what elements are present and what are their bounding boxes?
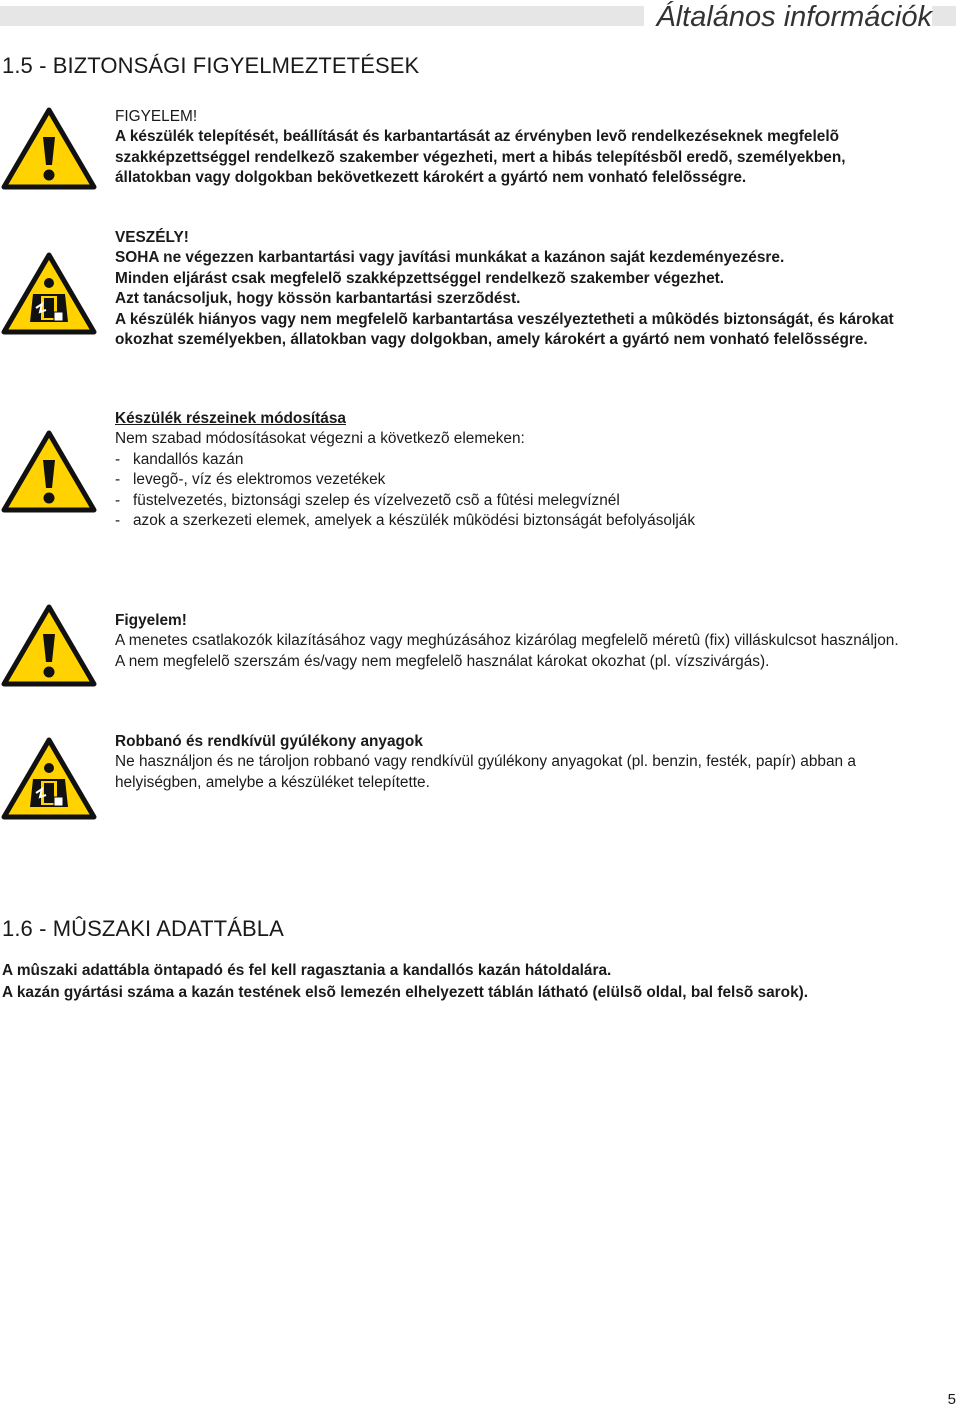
data-plate-line: A mûszaki adattábla öntapadó és fel kell ragasztania a kandallós kazán hátoldalára. (2, 962, 612, 979)
attention-block (115, 611, 899, 672)
explosive-block (115, 732, 856, 793)
attention-line: A nem megfelelõ szerszám és/vagy nem megfelelõ használat károkat okozhat (pl. vízszivárgás). (115, 652, 770, 670)
modification-heading: Készülék részeinek módosítása (115, 410, 346, 427)
list-item: - levegõ-, víz és elektromos vezetékek (115, 471, 386, 489)
danger-line: Minden eljárást csak megfelelõ szakképzettséggel rendelkezõ szakember végezhet. (115, 269, 725, 287)
explosive-line: Ne használjon és ne tároljon robbanó vagy rendkívül gyúlékony anyagokat (pl. benzin, festék, papír) abban a (115, 753, 856, 771)
explosive-heading: Robbanó és rendkívül gyúlékony anyagok (115, 733, 423, 750)
danger-heading: VESZÉLY! (115, 229, 189, 246)
explosive-line: helyiségben, amelybe a készüléket telepítette. (115, 773, 430, 791)
electric-hazard-icon (0, 735, 98, 821)
warning-1-heading: FIGYELEM! (115, 108, 198, 125)
warning-exclamation-icon (0, 105, 98, 191)
section-title-1-5: 1.5 - BIZTONSÁGI FIGYELMEZTETÉSEK (2, 53, 420, 78)
list-item: - füstelvezetés, biztonsági szelep és vízelvezetõ csõ a fûtési melegvíznél (115, 491, 620, 509)
danger-line: SOHA ne végezzen karbantartási vagy javítási munkákat a kazánon saját kezdeményezésre. (115, 249, 785, 267)
warning-1-line: A készülék telepítését, beállítását és karbantartását az érvényben levõ rendelkezéseknek megfelelõ (115, 128, 839, 146)
electric-hazard-icon (0, 250, 98, 336)
warning-1-line: szakképzettséggel rendelkezõ szakember végezheti, mert a hibás telepítésbõl eredõ, személyekben, (115, 148, 846, 166)
danger-block (115, 228, 894, 350)
danger-line: okozhat személyekben, állatokban vagy dolgokban, amely károkért a gyártó nem vonható felelõsségre. (115, 331, 868, 349)
warning-exclamation-icon (0, 428, 98, 514)
data-plate-line: A kazán gyártási száma a kazán testének elsõ lemezén elhelyezett táblán látható (elülsõ oldal, bal felsõ sarok). (2, 983, 809, 1001)
modification-block (115, 409, 695, 531)
warning-block-1 (115, 107, 846, 189)
danger-line: Azt tanácsoljuk, hogy kössön karbantartási szerzõdést. (115, 290, 521, 308)
list-item: - azok a szerkezeti elemek, amelyek a készülék mûködési biztonságát befolyásolják (115, 512, 696, 530)
header-title: Általános információk (644, 0, 932, 34)
page-number: 5 (947, 1391, 956, 1408)
attention-line: A menetes csatlakozók kilazításához vagy meghúzásához kizárólag megfelelõ méretû (fix) villáskulcsot használjon. (115, 632, 899, 650)
danger-line: A készülék hiányos vagy nem megfelelõ karbantartása veszélyeztetheti a mûködés biztonságát, és károkat (115, 310, 894, 328)
warning-1-line: állatokban vagy dolgokban bekövetkezett károkért a gyártó nem vonható felelõsségre. (115, 169, 747, 187)
section-title-1-6: 1.6 - MÛSZAKI ADATTÁBLA (2, 916, 284, 941)
modification-intro: Nem szabad módosításokat végezni a következõ elemeken: (115, 430, 525, 448)
attention-heading: Figyelem! (115, 612, 187, 629)
data-plate-text (2, 960, 808, 1003)
list-item: - kandallós kazán (115, 450, 244, 468)
warning-exclamation-icon (0, 602, 98, 688)
modification-list (115, 450, 695, 532)
